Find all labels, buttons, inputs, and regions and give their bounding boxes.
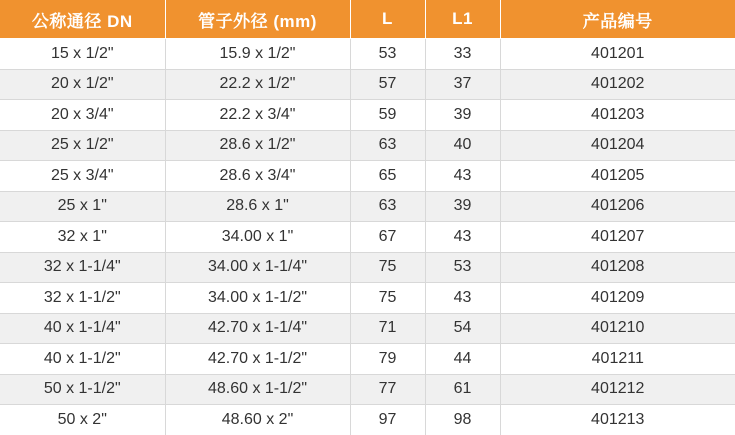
cell-product-code: 401204 xyxy=(500,130,735,161)
table-row xyxy=(0,222,735,253)
cell-pipe-outer-diameter: 28.6 x 3/4" xyxy=(165,161,350,192)
cell-l: 97 xyxy=(350,405,425,435)
cell-nominal-diameter: 25 x 3/4" xyxy=(0,161,165,192)
cell-l1: 44 xyxy=(425,344,500,375)
cell-nominal-diameter: 40 x 1-1/4" xyxy=(0,313,165,344)
cell-l: 75 xyxy=(350,252,425,283)
cell-product-code: 401205 xyxy=(500,161,735,192)
cell-nominal-diameter: 50 x 2" xyxy=(0,405,165,435)
column-header-l1: L1 xyxy=(425,0,500,39)
cell-pipe-outer-diameter: 42.70 x 1-1/4" xyxy=(165,313,350,344)
cell-nominal-diameter: 32 x 1" xyxy=(0,222,165,253)
cell-product-code: 401206 xyxy=(500,191,735,222)
cell-nominal-diameter: 25 x 1" xyxy=(0,191,165,222)
cell-product-code: 401201 xyxy=(500,39,735,70)
cell-l1: 37 xyxy=(425,69,500,100)
cell-product-code: 401203 xyxy=(500,100,735,131)
table-row xyxy=(0,405,735,435)
table-row xyxy=(0,252,735,283)
cell-pipe-outer-diameter: 28.6 x 1" xyxy=(165,191,350,222)
table-row xyxy=(0,374,735,405)
cell-pipe-outer-diameter: 34.00 x 1-1/2" xyxy=(165,283,350,314)
cell-product-code: 401213 xyxy=(500,405,735,435)
cell-pipe-outer-diameter: 48.60 x 2" xyxy=(165,405,350,435)
cell-l1: 39 xyxy=(425,191,500,222)
cell-l1: 43 xyxy=(425,283,500,314)
cell-l1: 54 xyxy=(425,313,500,344)
cell-pipe-outer-diameter: 34.00 x 1" xyxy=(165,222,350,253)
cell-l: 63 xyxy=(350,130,425,161)
cell-l: 71 xyxy=(350,313,425,344)
table-row xyxy=(0,130,735,161)
table-row xyxy=(0,39,735,70)
cell-nominal-diameter: 50 x 1-1/2" xyxy=(0,374,165,405)
cell-l1: 43 xyxy=(425,222,500,253)
table-row xyxy=(0,313,735,344)
cell-l: 67 xyxy=(350,222,425,253)
cell-l: 53 xyxy=(350,39,425,70)
cell-nominal-diameter: 32 x 1-1/4" xyxy=(0,252,165,283)
table-header-row xyxy=(0,0,735,39)
cell-nominal-diameter: 15 x 1/2" xyxy=(0,39,165,70)
cell-pipe-outer-diameter: 28.6 x 1/2" xyxy=(165,130,350,161)
cell-pipe-outer-diameter: 15.9 x 1/2" xyxy=(165,39,350,70)
cell-l1: 40 xyxy=(425,130,500,161)
cell-pipe-outer-diameter: 22.2 x 1/2" xyxy=(165,69,350,100)
cell-product-code: 401210 xyxy=(500,313,735,344)
cell-product-code: 401208 xyxy=(500,252,735,283)
cell-product-code: 401202 xyxy=(500,69,735,100)
cell-l: 79 xyxy=(350,344,425,375)
column-header-pipe-outer-diameter: 管子外径 (mm) xyxy=(165,0,350,39)
cell-l1: 53 xyxy=(425,252,500,283)
cell-l: 57 xyxy=(350,69,425,100)
cell-l1: 43 xyxy=(425,161,500,192)
table-row xyxy=(0,283,735,314)
cell-pipe-outer-diameter: 42.70 x 1-1/2" xyxy=(165,344,350,375)
table-row xyxy=(0,69,735,100)
cell-nominal-diameter: 20 x 1/2" xyxy=(0,69,165,100)
cell-pipe-outer-diameter: 34.00 x 1-1/4" xyxy=(165,252,350,283)
table-row xyxy=(0,161,735,192)
cell-nominal-diameter: 32 x 1-1/2" xyxy=(0,283,165,314)
cell-product-code: 401211 xyxy=(500,344,735,375)
cell-l1: 39 xyxy=(425,100,500,131)
cell-l1: 61 xyxy=(425,374,500,405)
table-body xyxy=(0,39,735,435)
cell-l: 65 xyxy=(350,161,425,192)
cell-l: 63 xyxy=(350,191,425,222)
cell-nominal-diameter: 25 x 1/2" xyxy=(0,130,165,161)
cell-pipe-outer-diameter: 48.60 x 1-1/2" xyxy=(165,374,350,405)
column-header-product-code: 产品编号 xyxy=(500,0,735,39)
cell-product-code: 401207 xyxy=(500,222,735,253)
cell-l1: 98 xyxy=(425,405,500,435)
cell-product-code: 401209 xyxy=(500,283,735,314)
cell-l: 77 xyxy=(350,374,425,405)
cell-l: 75 xyxy=(350,283,425,314)
column-header-nominal-diameter: 公称通径 DN xyxy=(0,0,165,39)
cell-product-code: 401212 xyxy=(500,374,735,405)
cell-pipe-outer-diameter: 22.2 x 3/4" xyxy=(165,100,350,131)
table-header xyxy=(0,0,735,39)
cell-nominal-diameter: 20 x 3/4" xyxy=(0,100,165,131)
cell-l: 59 xyxy=(350,100,425,131)
table-row xyxy=(0,100,735,131)
cell-l1: 33 xyxy=(425,39,500,70)
table-row xyxy=(0,191,735,222)
column-header-l: L xyxy=(350,0,425,39)
cell-nominal-diameter: 40 x 1-1/2" xyxy=(0,344,165,375)
table-row xyxy=(0,344,735,375)
